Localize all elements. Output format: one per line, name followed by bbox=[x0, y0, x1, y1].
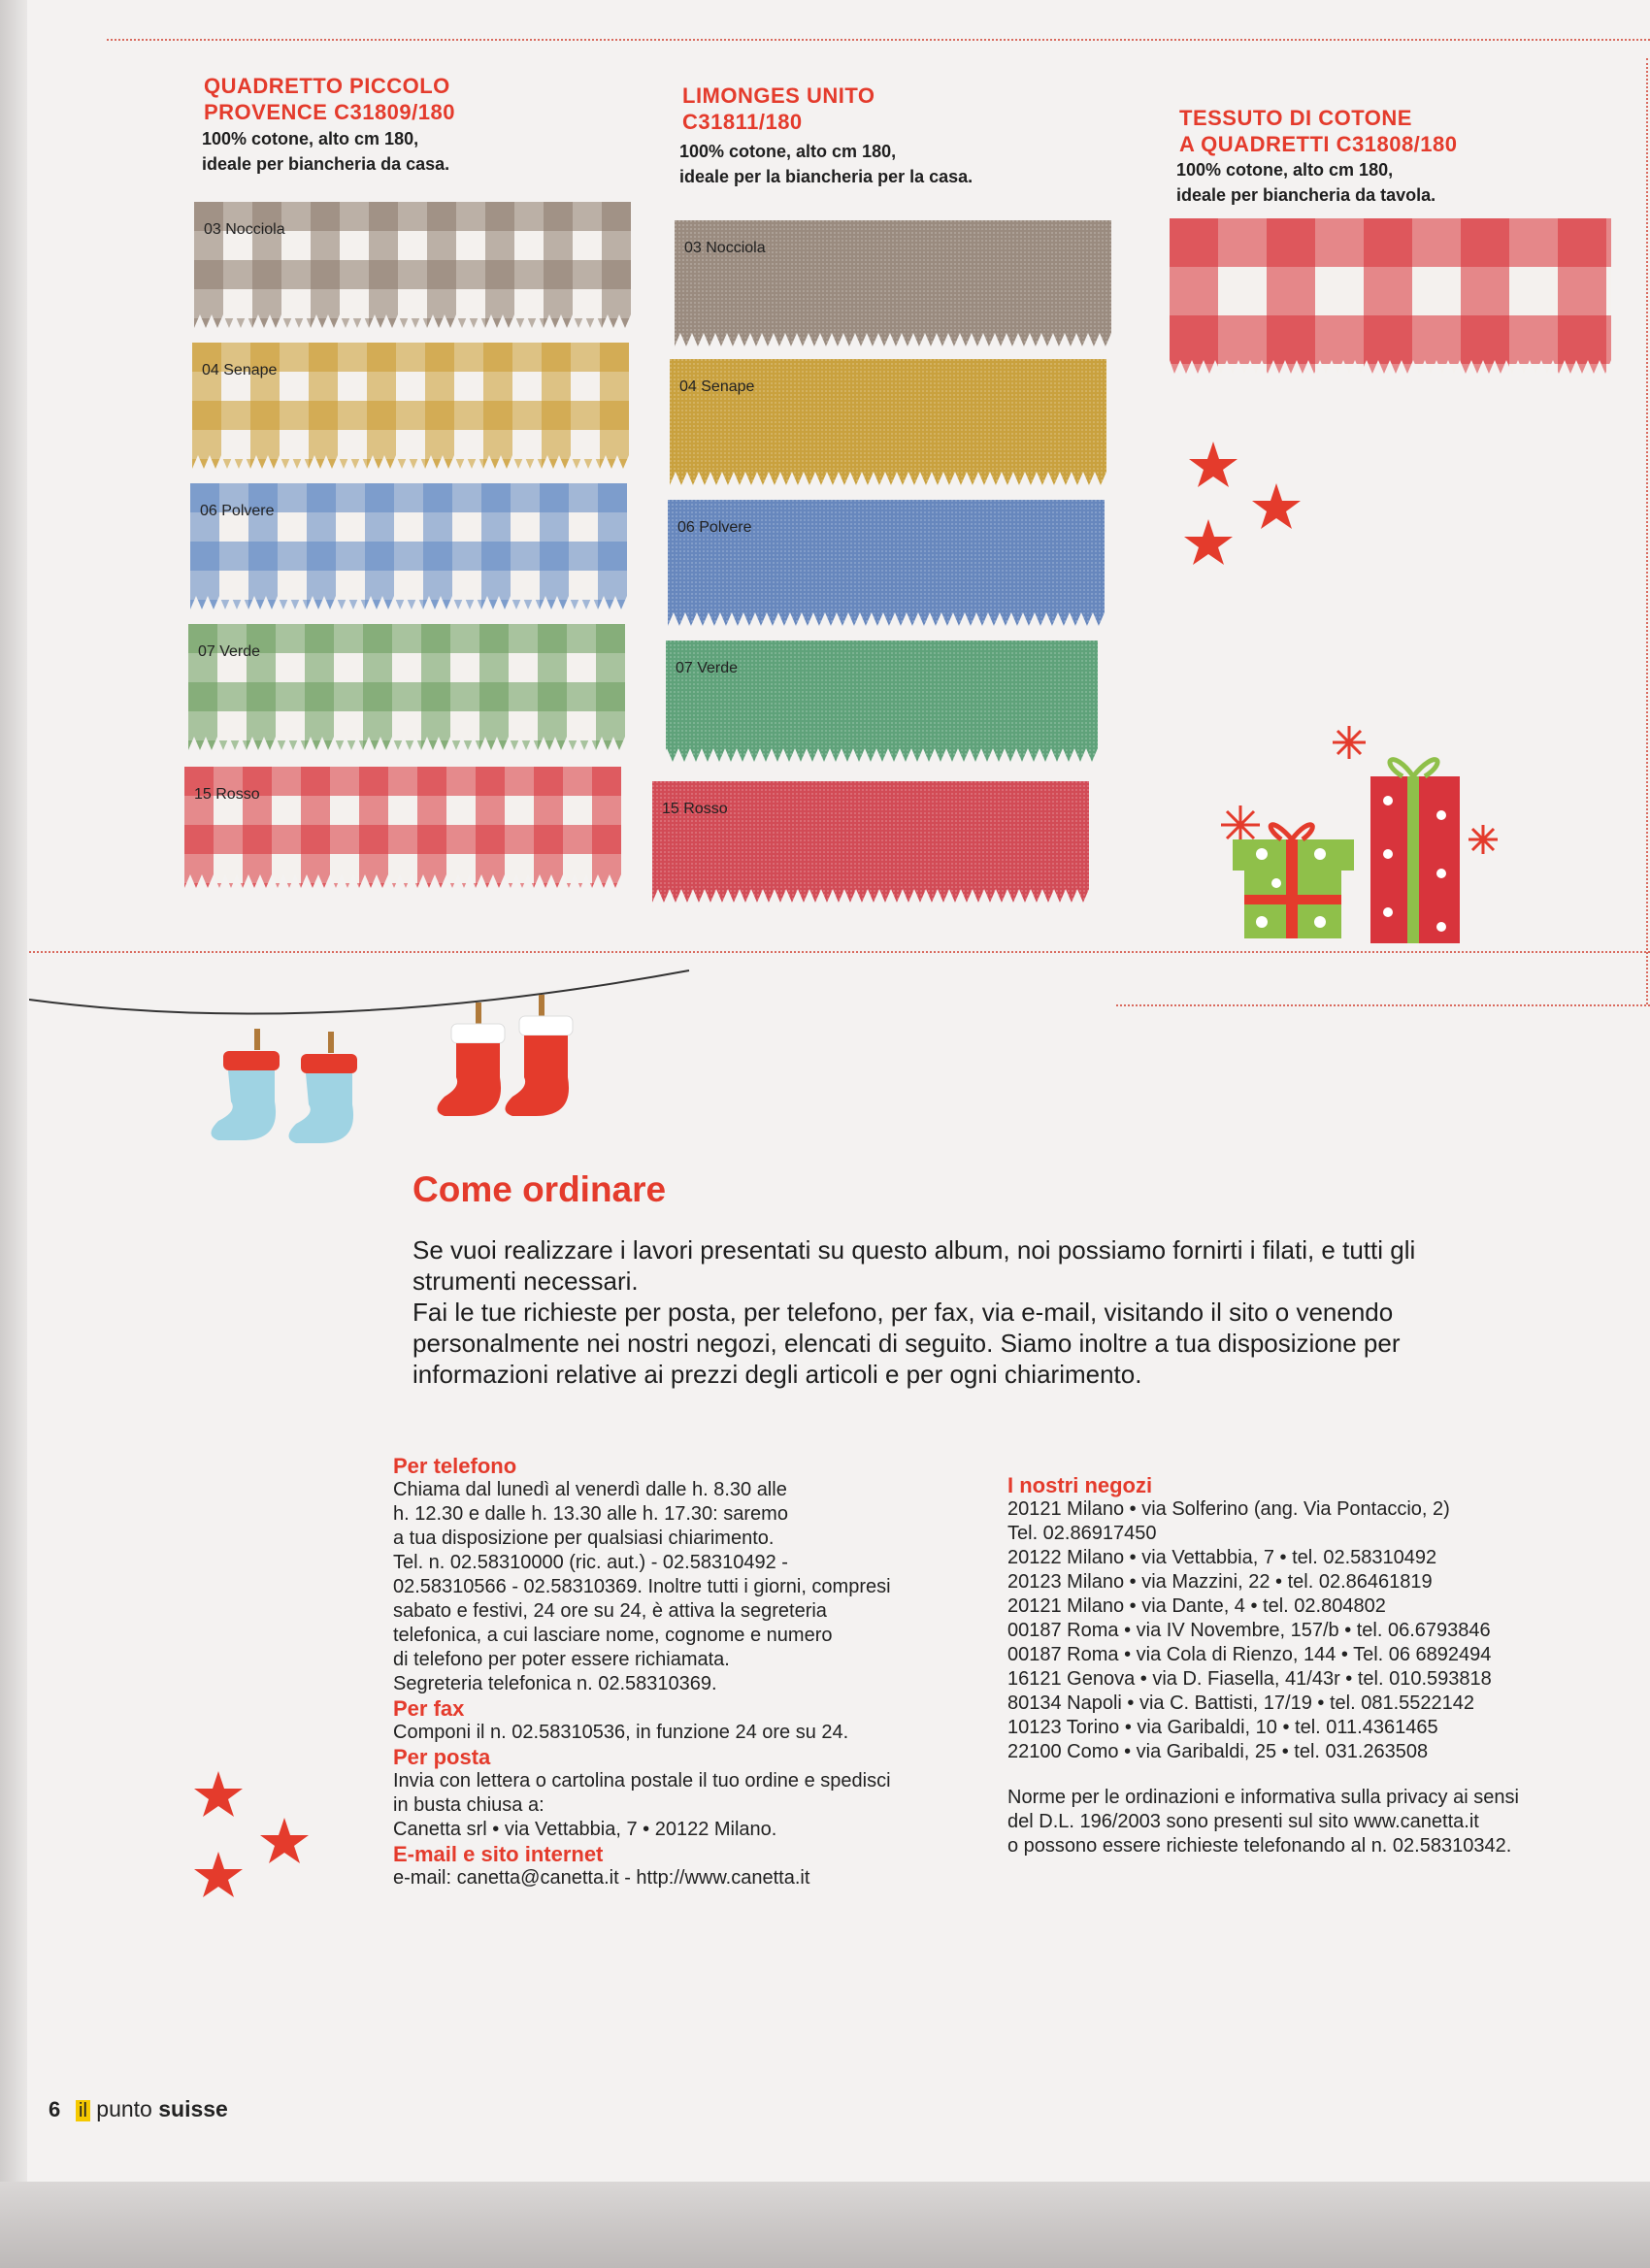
star-icon bbox=[194, 1771, 243, 1817]
frame-top-line bbox=[107, 39, 1650, 41]
swatch-label: 06 Polvere bbox=[677, 519, 752, 536]
binding-gutter bbox=[0, 0, 27, 2268]
swatch-label: 06 Polvere bbox=[200, 503, 275, 519]
fabric-swatch bbox=[670, 359, 1106, 485]
fabric-swatch bbox=[192, 343, 629, 469]
contact-column: Per telefono Chiama dal lunedì al venerdì dalle h. 8.30 alle h. 12.30 e dalle h. 13.30 alle h. 17.30: saremo a tua disposizione per qualsiasi chiarimento. Tel. n. 02.58310000 (ric. aut.) - 02.58310492 - 02.58310566 - 02.58310369. Inoltre tutti i giorni, compresi sabato e festivi, 24 ore su 24, è attiva la segreteria telefonica, a cui lasciare nome, cognome e numero di telefono per poter essere richiamata. Segreteria telefonica n. 02.58310369. Per fax Componi il n. 02.58310536, in funzione 24 ore su 24. Per posta Invia con lettera o cartolina postale il tuo ordine e spedisci in busta chiusa a: Canetta srl • via Vettabbia, 7 • 20122 Milano. E-mail e sito internet e-mail: canetta@canetta.it - http://www.canetta.it bbox=[393, 1454, 995, 1890]
stockings-garland bbox=[29, 956, 709, 1169]
star-icon bbox=[194, 1852, 243, 1897]
garland-string bbox=[29, 970, 689, 1014]
fabric-1-heading: QUADRETTO PICCOLO PROVENCE C31809/180 bbox=[204, 74, 455, 124]
frame-right-line bbox=[1646, 58, 1648, 1004]
blue-stocking-icon bbox=[289, 1032, 358, 1143]
page-number: 6 bbox=[49, 2097, 61, 2121]
swatch-label: 07 Verde bbox=[676, 660, 739, 676]
fabric-swatch bbox=[652, 781, 1089, 903]
fax-heading: Per fax bbox=[393, 1696, 465, 1721]
snowflake-icon bbox=[1221, 805, 1260, 844]
star-icon bbox=[1252, 483, 1301, 529]
telefono-heading: Per telefono bbox=[393, 1454, 517, 1478]
frame-divider-line bbox=[29, 951, 1650, 953]
stars-decoration-top bbox=[1174, 427, 1320, 573]
star-icon bbox=[260, 1818, 309, 1863]
fabric-3-description: 100% cotone, alto cm 180, ideale per biancheria da tavola. bbox=[1176, 160, 1436, 205]
fabric-texture bbox=[652, 781, 1089, 903]
fabric-swatch bbox=[675, 220, 1111, 346]
star-icon bbox=[1184, 519, 1233, 565]
star-icon bbox=[1189, 442, 1238, 487]
section-title: Come ordinare bbox=[412, 1169, 667, 1209]
swatch-label: 03 Nocciola bbox=[204, 221, 285, 238]
green-gift-icon bbox=[1233, 825, 1354, 938]
fabric-swatch bbox=[190, 483, 627, 609]
privacy-note: Norme per le ordinazioni e informativa sulla privacy ai sensi del D.L. 196/2003 sono presenti sul sito www.canetta.it o possono essere richieste telefonando al n. 02.58310342. bbox=[1007, 1787, 1519, 1857]
intro-text: Se vuoi realizzare i lavori presentati su questo album, noi possiamo fornirti i filati, e tutti gli strumenti necessari. Fai le tue richieste per posta, per telefono, per fax, via e-mail, visitando il sito o venendo personalmente nei nostri negozi, elencati di seguito. Siamo inoltre a tua disposizione per informazioni relative ai prezzi degli articoli e per ogni chiarimento. bbox=[412, 1235, 1416, 1389]
posta-heading: Per posta bbox=[393, 1745, 491, 1769]
fabric-swatch bbox=[188, 624, 625, 750]
fabric-2-heading: LIMONGES UNITO C31811/180 bbox=[682, 83, 875, 134]
magazine-brand: il punto suisse bbox=[76, 2096, 228, 2122]
fabric-swatch bbox=[666, 641, 1098, 762]
fabric-3-heading: TESSUTO DI COTONE A QUADRETTI C31808/180 bbox=[1179, 106, 1458, 156]
fabric-swatch bbox=[184, 767, 621, 888]
negozi-heading: I nostri negozi bbox=[1007, 1473, 1153, 1497]
gifts-illustration bbox=[1204, 708, 1524, 951]
stores-column: I nostri negozi 20121 Milano • via Solferino (ang. Via Pontaccio, 2) Tel. 02.86917450 20122 Milano • via Vettabbia, 7 • tel. 02.58310492 20123 Milano • via Mazzini, 22 • tel. 02.86461819 20121 Milano • via Dante, 4 • tel. 02.804802 00187 Roma • via IV Novembre, 157/b • tel. 06.6793846 00187 Roma • via Cola di Rienzo, 144 • Tel. 06 6892494 16121 Genova • via D. Fiasella, 41/43r • tel. 010.593818 80134 Napoli • via C. Battisti, 17/19 • tel. 081.5522142 10123 Torino • via Garibaldi, 10 • tel. 011.4361465 22100 Como • via Garibaldi, 25 • tel. 031.263508 Norme per le ordinazioni e informativa sulla privacy ai sensi del D.L. 196/2003 sono presenti sul sito www.canetta.it o possono essere richieste telefonando al n. 02.58310342. bbox=[1007, 1473, 1590, 1858]
fabric-swatch bbox=[668, 500, 1105, 626]
fabric-texture bbox=[1170, 218, 1611, 374]
fabric-1-description: 100% cotone, alto cm 180, ideale per biancheria da casa. bbox=[202, 129, 450, 174]
blue-stocking-icon bbox=[212, 1029, 280, 1140]
swatch-label: 03 Nocciola bbox=[684, 240, 766, 256]
email-heading: E-mail e sito internet bbox=[393, 1842, 604, 1866]
fabric-2-description: 100% cotone, alto cm 180, ideale per la biancheria per la casa. bbox=[679, 142, 974, 186]
red-stocking-icon bbox=[506, 995, 574, 1116]
swatch-label: 04 Senape bbox=[202, 362, 278, 378]
frame-right-bottom-line bbox=[1116, 1004, 1650, 1006]
red-stocking-icon bbox=[438, 1003, 506, 1116]
red-gift-icon bbox=[1370, 760, 1460, 943]
swatch-label: 15 Rosso bbox=[194, 786, 260, 803]
snowflake-icon bbox=[1468, 825, 1498, 854]
stars-decoration-bottom bbox=[189, 1766, 325, 1912]
swatch-label: 15 Rosso bbox=[662, 801, 728, 817]
fabric-swatch bbox=[194, 202, 631, 328]
fabric-texture bbox=[184, 767, 621, 888]
swatch-label: 04 Senape bbox=[679, 378, 755, 395]
page-edge bbox=[0, 2182, 1650, 2268]
fabric-swatch bbox=[1170, 218, 1611, 374]
snowflake-icon bbox=[1333, 726, 1366, 759]
swatch-label: 07 Verde bbox=[198, 643, 261, 660]
email-line[interactable]: e-mail: canetta@canetta.it - http://www.canetta.it bbox=[393, 1867, 810, 1889]
fabric-texture bbox=[666, 641, 1098, 762]
